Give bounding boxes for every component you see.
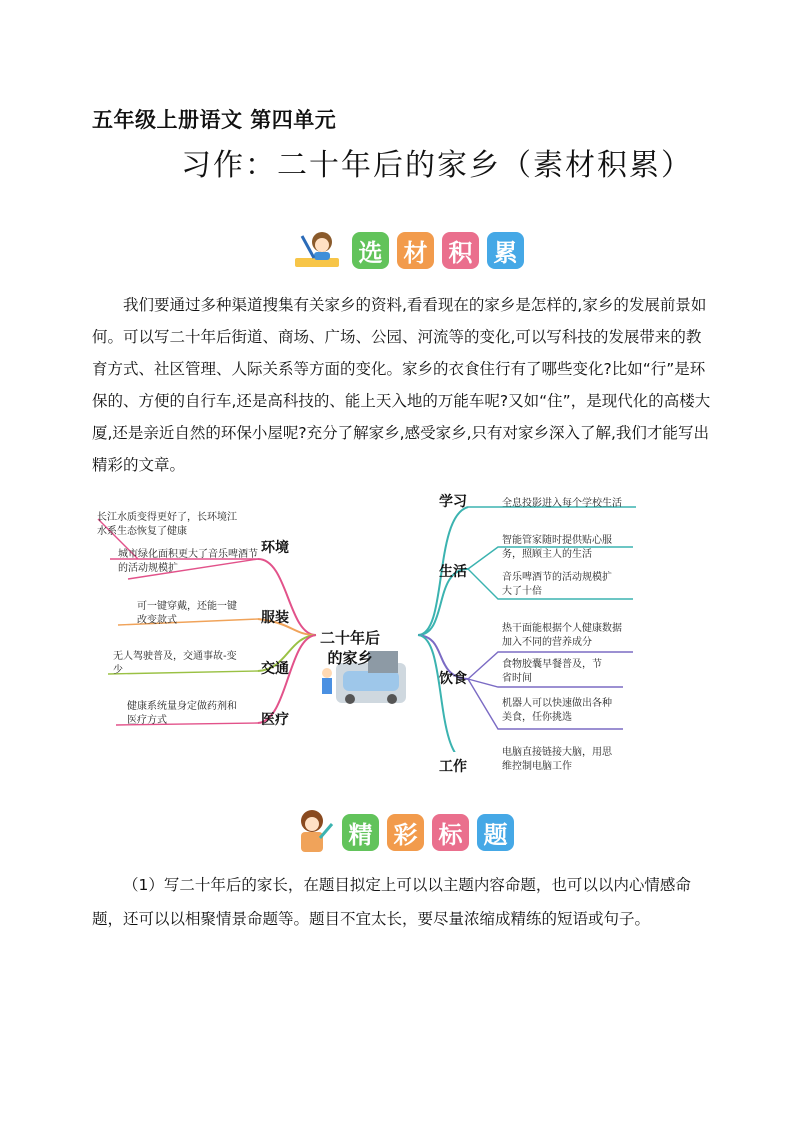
clothing-item-1: 可一键穿戴，还能一键改变款式 [137,601,237,626]
food-item-2: 食物胶囊早餐普及，节省时间 [502,659,602,684]
tile-biao: 标 [432,814,469,851]
section-header-titles [290,808,514,856]
life-item-2: 音乐啤酒节的活动规模扩大了十倍 [502,572,612,597]
center-label-line-2: 的家乡 [327,649,373,667]
branch-study: 学习 [439,494,467,510]
reading-girl-icon [292,228,344,272]
tile-cai2: 彩 [387,814,424,851]
environment-item-2: 城市绿化面积更大了音乐啤酒节的活动规模扩 [118,549,258,574]
tile-cai: 材 [397,232,434,269]
medical-item-1: 健康系统量身定做药剂和医疗方式 [127,701,237,726]
food-item-1: 热干面能根据个人健康数据加入不同的营养成分 [502,623,622,648]
mind-map-center [320,628,380,668]
work-item-1: 电脑直接链接大脑，用思维控制电脑工作 [502,747,612,772]
transport-item-1: 无人驾驶普及，交通事故-变少 [113,651,237,676]
branch-transport: 交通 [261,661,289,677]
teacher-girl-icon [290,808,334,856]
branch-medical: 医疗 [261,712,289,728]
tile-ti: 题 [477,814,514,851]
branch-work: 工作 [439,759,467,775]
title-advice-paragraph: （1）写二十年后的家长，在题目拟定上可以以主题内容命题，也可以以内心情感命题，还可以以相聚情景命题等。题目不宜太长，要尽量浓缩成精练的短语或句子。 [92,876,691,928]
branch-food: 饮食 [439,671,467,687]
tile-jing: 精 [342,814,379,851]
tile-xuan: 选 [352,232,389,269]
environment-item-1: 长江水质变得更好了，长环境江水系生态恢复了健康 [97,512,237,537]
tile-lei: 累 [487,232,524,269]
food-item-3: 机器人可以快速做出各种美食，任你挑选 [502,698,612,723]
grade-unit-label: 五年级上册语文 第四单元 [92,108,337,132]
branch-environment: 环境 [261,540,289,556]
center-label-line-1: 二十年后 [320,629,381,647]
tile-ji: 积 [442,232,479,269]
branch-life: 生活 [439,564,467,580]
intro-paragraph: 我们要通过多种渠道搜集有关家乡的资料,看看现在的家乡是怎样的,家乡的发展前景如何。可以写二十年后街道、商场、广场、公园、河流等的变化,可以写科技的发展带来的教育方式、社区管理、人际关系等方面的变化。家乡的衣食住行有了哪些变化?比如“行”是环保的、方便的自行车,还是高科技的、能上天入地的万能车呢?又如“住”，是现代化的高楼大厦,还是亲近自然的环保小屋呢?充分了解家乡,感受家乡,只有对家乡深入了解,我们才能写出精彩的文章。 [92,296,711,474]
section-header-material [292,228,524,272]
branch-clothing: 服装 [261,610,289,626]
life-item-1: 智能管家随时提供贴心服务，照顾主人的生活 [502,535,612,560]
study-item-1: 全息投影进入每个学校生活 [502,498,622,509]
page-title: 习作：二十年后的家乡（素材积累） [181,148,693,183]
